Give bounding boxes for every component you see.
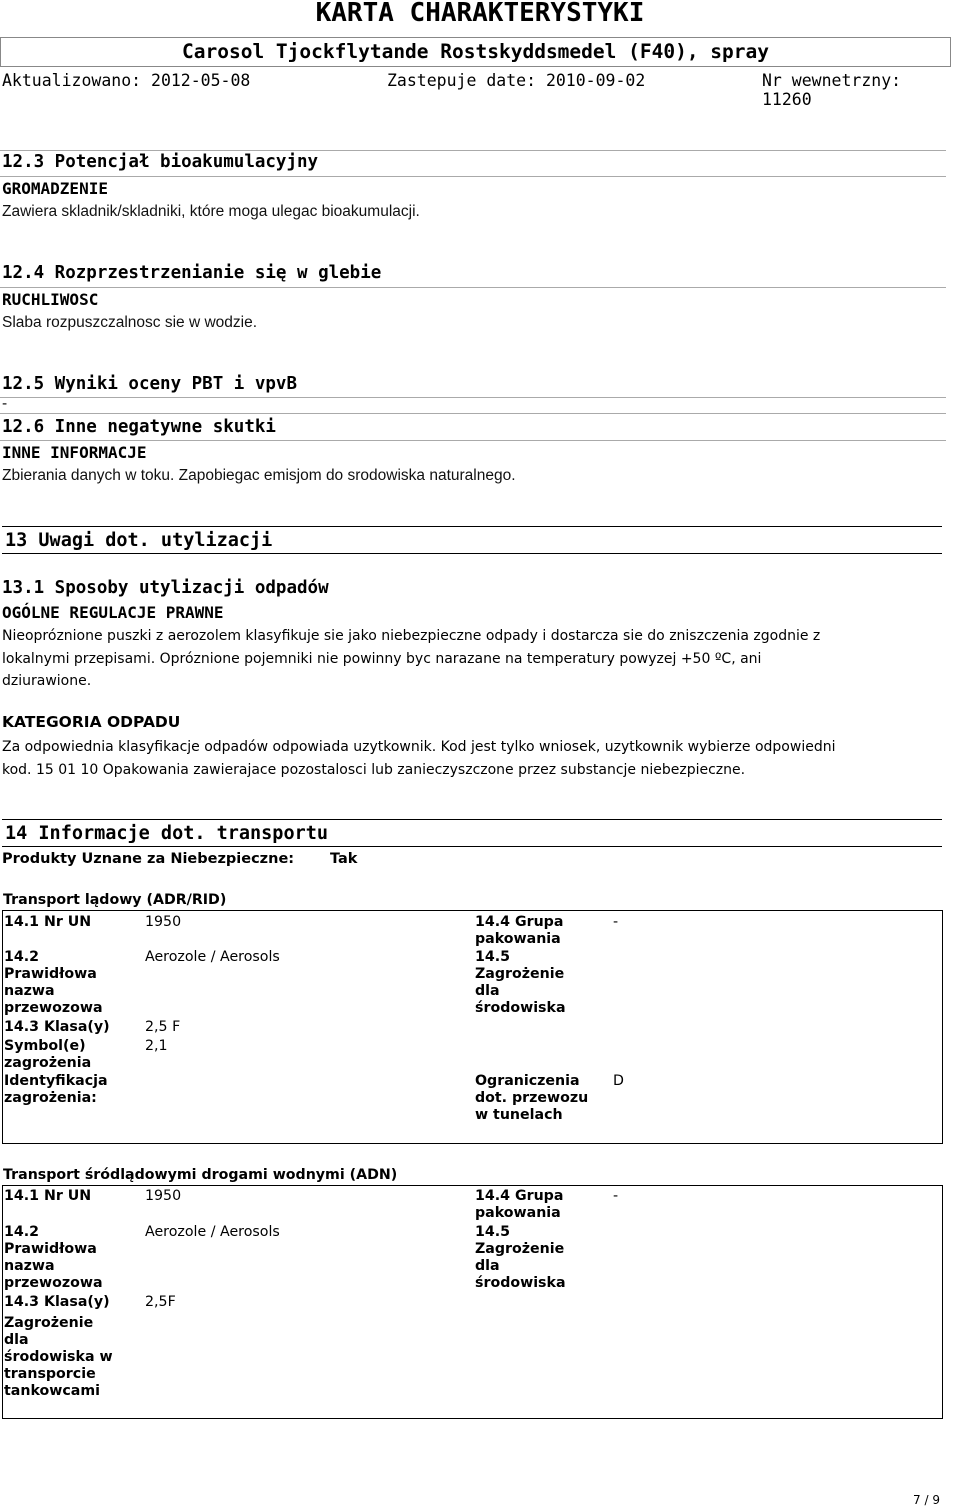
adr-symbol-label: Symbol(e) zagrożenia: [4, 1038, 92, 1071]
adn-pg-label: 14.4 Grupa pakowania: [475, 1188, 564, 1221]
section-13-1-sub: OGÓLNE REGULACJE PRAWNE: [2, 603, 224, 622]
text-line: dziurawione.: [2, 673, 92, 689]
divider: [0, 397, 946, 398]
adr-pg-label: 14.4 Grupa pakowania: [475, 914, 564, 947]
section-12-5-title: 12.5 Wyniki oceny PBT i vpvB: [2, 374, 298, 394]
replaces-date: Zastepuje date: 2010-09-02: [387, 71, 646, 90]
adr-table: [2, 910, 943, 1144]
adr-un-value: 1950: [145, 914, 182, 930]
adr-symbol-value: 2,1: [145, 1038, 168, 1054]
section-12-4-sub: RUCHLIWOSC: [2, 290, 99, 309]
section-12-6-sub: INNE INFORMACJE: [2, 443, 147, 462]
adr-pg-value: -: [613, 914, 619, 930]
section-12-6-text: Zbierania danych w toku. Zapobiegac emisjom do srodowiska naturalnego.: [2, 467, 516, 484]
text-line: kod. 15 01 10 Opakowania zawierajace pozostalosci lub zanieczyszczone przez substancje niebezpieczne.: [2, 761, 746, 778]
section-13-title: 13 Uwagi dot. utylizacji: [5, 530, 273, 551]
divider: [0, 150, 946, 151]
adn-class-value: 2,5F: [145, 1294, 176, 1310]
adn-env-tank-label: Zagrożenie dla środowiska w transporcie tankowcami: [4, 1315, 113, 1399]
adn-un-value: 1950: [145, 1188, 182, 1204]
divider: [2, 526, 942, 527]
section-13-1-text: [2, 625, 952, 693]
section-12-3-title: 12.3 Potencjał bioakumulacyjny: [2, 152, 319, 172]
adn-class-label: 14.3 Klasa(y): [4, 1294, 110, 1310]
adn-name-label: 14.2 Prawidłowa nazwa przewozowa: [4, 1224, 103, 1291]
adr-name-label: 14.2 Prawidłowa nazwa przewozowa: [4, 949, 103, 1016]
waste-category-title: KATEGORIA ODPADU: [2, 713, 181, 731]
section-13-1-title: 13.1 Sposoby utylizacji odpadów: [2, 578, 329, 598]
section-14-title: 14 Informacje dot. transportu: [5, 823, 329, 844]
dangerous-goods-value: Tak: [330, 851, 358, 867]
section-12-3-text: Zawiera skladnik/skladniki, które moga ulegac bioakumulacji.: [2, 203, 420, 220]
updated-date: Aktualizowano: 2012-05-08: [2, 71, 251, 90]
divider: [2, 553, 942, 554]
adr-env-label: 14.5 Zagrożenie dla środowiska: [475, 949, 566, 1016]
section-12-4-title: 12.4 Rozprzestrzenianie się w glebie: [2, 263, 382, 283]
divider: [0, 440, 946, 441]
adn-title: Transport śródlądowymi drogami wodnymi (ADN): [3, 1167, 398, 1183]
document-title: KARTA CHARAKTERYSTYKI: [315, 0, 645, 28]
adr-ident-label: Identyfikacja zagrożenia:: [4, 1073, 108, 1106]
divider: [0, 413, 946, 414]
section-12-5-value: -: [2, 395, 8, 412]
divider: [2, 819, 942, 820]
adr-name-value: Aerozole / Aerosols: [145, 949, 280, 965]
adr-title: Transport lądowy (ADR/RID): [3, 892, 227, 908]
internal-number: Nr wewnetrzny: 11260: [762, 71, 902, 109]
divider: [0, 287, 946, 288]
adn-env-label: 14.5 Zagrożenie dla środowiska: [475, 1224, 566, 1291]
adn-name-value: Aerozole / Aerosols: [145, 1224, 280, 1240]
adr-un-label: 14.1 Nr UN: [4, 914, 92, 930]
adr-class-value: 2,5 F: [145, 1019, 181, 1035]
adr-class-label: 14.3 Klasa(y): [4, 1019, 110, 1035]
product-name: Carosol Tjockflytande Rostskyddsmedel (F40), spray: [182, 40, 769, 63]
text-line: lokalnymi przepisami. Opróznione pojemniki nie powinny byc narazane na temperatury powyzej +50 ºC, ani: [2, 650, 762, 667]
section-12-4-text: Slaba rozpuszczalnosc sie w wodzie.: [2, 314, 258, 331]
adr-tunnel-label: Ograniczenia dot. przewozu w tunelach: [475, 1073, 589, 1123]
divider: [0, 176, 946, 177]
adr-tunnel-value: D: [613, 1073, 624, 1089]
adn-un-label: 14.1 Nr UN: [4, 1188, 92, 1204]
dangerous-goods-label: Produkty Uznane za Niebezpieczne:: [2, 851, 295, 867]
page-number: 7 / 9: [913, 1493, 940, 1507]
section-12-6-title: 12.6 Inne negatywne skutki: [2, 417, 276, 437]
adn-pg-value: -: [613, 1188, 619, 1204]
text-line: Za odpowiednia klasyfikacje odpadów odpowiada uzytkownik. Kod jest tylko wniosek, uzytkownik wybierze odpowiedni: [2, 739, 836, 755]
adn-table: [2, 1185, 943, 1419]
text-line: Nieopróznione puszki z aerozolem klasyfikuje sie jako niebezpieczne odpady i dostarcza sie do zniszczenia zgodnie z: [2, 628, 821, 644]
section-12-3-sub: GROMADZENIE: [2, 179, 108, 198]
divider: [2, 846, 942, 847]
waste-category-text: [2, 736, 952, 781]
